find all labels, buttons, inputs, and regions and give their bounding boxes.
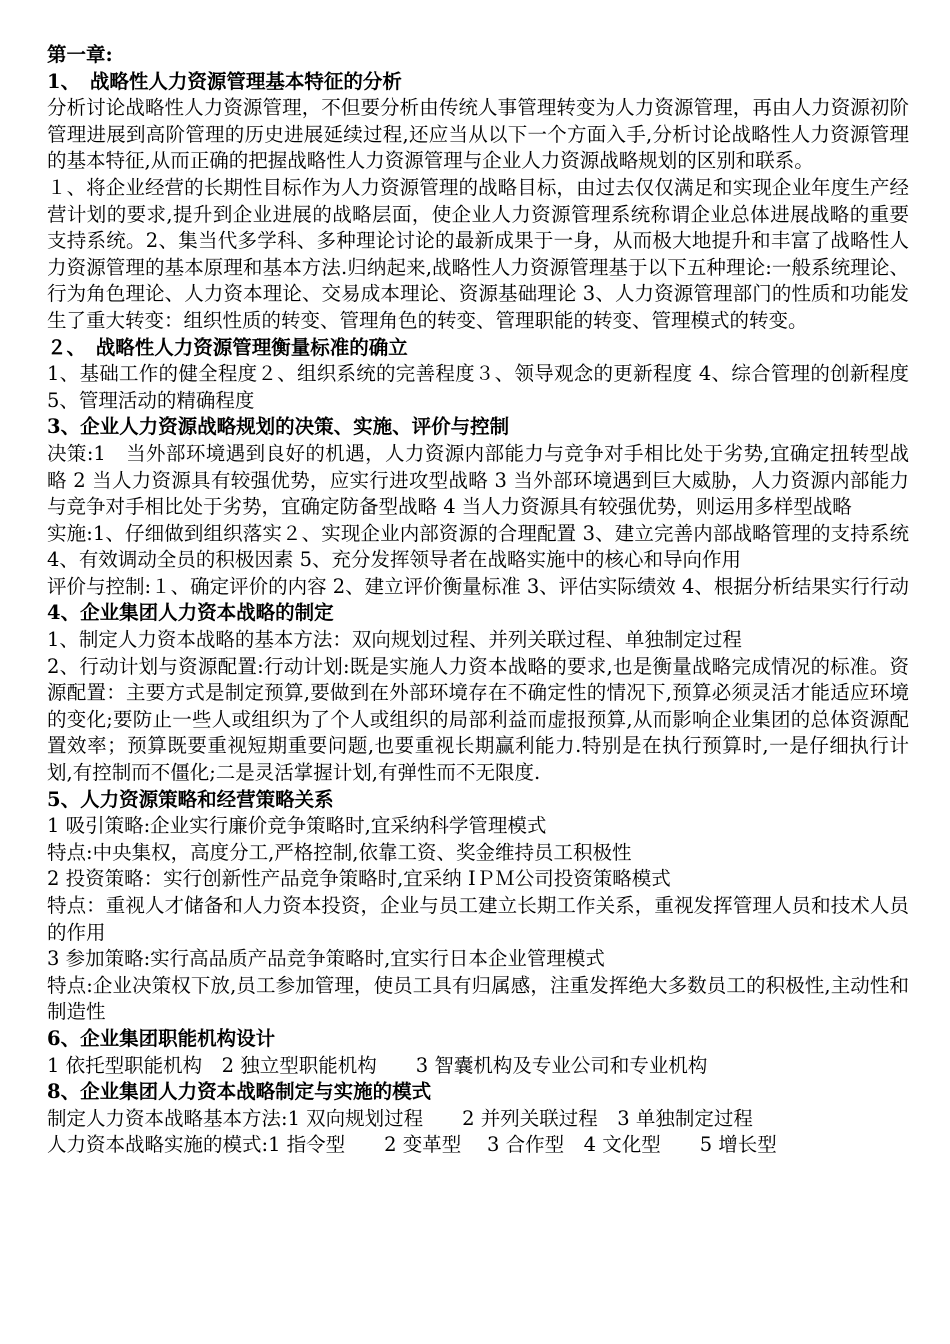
section-5-line-5: 3 参加策略:实行高品质产品竞争策略时,宜实行日本企业管理模式 — [47, 947, 605, 971]
section-8-title: 8、企业集团人力资本战略制定与实施的模式 — [47, 1080, 432, 1104]
section-5-line-6: 特点:企业决策权下放,员工参加管理，使员工具有归属感，注重发挥绝大多数员工的积极性,主动性和制造性 — [47, 973, 909, 1024]
section-3-decision: 决策:1 当外部环境遇到良好的机遇，人力资源内部能力与竞争对手相比处于劣势,宜确定扭转型战略 2 当人力资源具有较强优势，应实行进攻型战略 3 当外部环境遇到巨大威胁，人力资源内部能力与竞争对手相比处于劣势，宜确定防备型战略 4 当人力资源具有较强优势，则运用多样型战略 — [47, 441, 909, 519]
section-5-line-3: 2 投资策略：实行创新性产品竞争策略时,宜采纳 IＰＭ公司投资策略模式 — [47, 867, 671, 891]
section-3-evaluation: 评价与控制:１、确定评价的内容 2、建立评价衡量标准 3、评估实际绩效 4、根据分析结果实行行动 — [47, 574, 909, 598]
section-5-line-4: 特点：重视人才储备和人力资本投资，企业与员工建立长期工作关系，重视发挥管理人员和技术人员的作用 — [47, 894, 909, 944]
section-2-title: ２、 战略性人力资源管理衡量标准的确立 — [47, 335, 408, 359]
section-1-title: 1、 战略性人力资源管理基本特征的分析 — [47, 69, 402, 93]
section-6-line-1: 1 依托型职能机构 2 独立型职能机构 3 智囊机构及专业公司和专业机构 — [47, 1053, 708, 1077]
section-1-paragraph-2: １、将企业经营的长期性目标作为人力资源管理的战略目标，由过去仅仅满足和实现企业年度生产经营计划的要求,提升到企业进展的战略层面，使企业人力资源管理系统称谓企业总体进展战略的重要支持系统。2、集当代多学科、多种理论讨论的最新成果于一身，从而极大地提升和丰富了战略性人力资源管理的基本原理和基本方法.归纳起来,战略性人力资源管理基于以下五种理论:一般系统理论、行为角色理论、人力资本理论、交易成本理论、资源基础理论 3、人力资源管理部门的性质和功能发生了重大转变：组织性质的转变、管理角色的转变、管理职能的转变、管理模式的转变。 — [47, 175, 909, 332]
section-5-line-1: 1 吸引策略:企业实行廉价竞争策略时,宜采纳科学管理模式 — [47, 814, 547, 838]
section-8-line-2: 人力资本战略实施的模式:1 指令型 2 变革型 3 合作型 4 文化型 5 增长型 — [47, 1133, 777, 1157]
section-1-paragraph-1: 分析讨论战略性人力资源管理，不但要分析由传统人事管理转变为人力资源管理，再由人力资源初阶管理进展到高阶管理的历史进展延续过程,还应当从以下一个方面入手,分析讨论战略性人力资源管理的基本特征,从而正确的把握战略性人力资源管理与企业人力资源战略规划的区别和联系。 — [47, 96, 909, 173]
section-5-title: 5、人力资源策略和经营策略关系 — [47, 787, 334, 811]
section-5-line-2: 特点:中央集权，高度分工,严格控制,依靠工资、奖金维持员工积极性 — [47, 840, 632, 864]
section-4-paragraph-1: 1、制定人力资本战略的基本方法：双向规划过程、并列关联过程、单独制定过程 — [47, 628, 742, 652]
section-4-paragraph-2: 2、行动计划与资源配置:行动计划:既是实施人力资本战略的要求,也是衡量战略完成情况的标准。资源配置：主要方式是制定预算,要做到在外部环境存在不确定性的情况下,预算必须灵活才能适应环境的变化;要防止一些人或组织为了个人或组织的局部利益而虚报预算,从而影响企业集团的总体资源配置效率；预算既要重视短期重要问题,也要重视长期赢利能力.特别是在执行预算时,一是仔细执行计划,有控制而不僵化;二是灵活掌握计划,有弹性而不无限度. — [47, 654, 909, 785]
section-2-paragraph-1: 1、基础工作的健全程度２、组织系统的完善程度３、领导观念的更新程度 4、综合管理的创新程度 5、管理活动的精确程度 — [47, 362, 909, 412]
section-6-title: 6、企业集团职能机构设计 — [47, 1026, 276, 1050]
section-8-line-1: 制定人力资本战略基本方法:1 双向规划过程 2 并列关联过程 3 单独制定过程 — [47, 1106, 753, 1130]
document-page — [47, 42, 909, 1159]
section-3-implementation: 实施:1、仔细做到组织落实２、实现企业内部资源的合理配置 3、建立完善内部战略管理的支持系统 4、有效调动全员的积极因素 5、充分发挥领导者在战略实施中的核心和导向作用 — [47, 521, 909, 572]
section-4-title: 4、企业集团人力资本战略的制定 — [47, 601, 334, 625]
section-3-title: 3、企业人力资源战略规划的决策、实施、评价与控制 — [47, 415, 510, 439]
chapter-heading: 第一章: — [47, 43, 113, 66]
